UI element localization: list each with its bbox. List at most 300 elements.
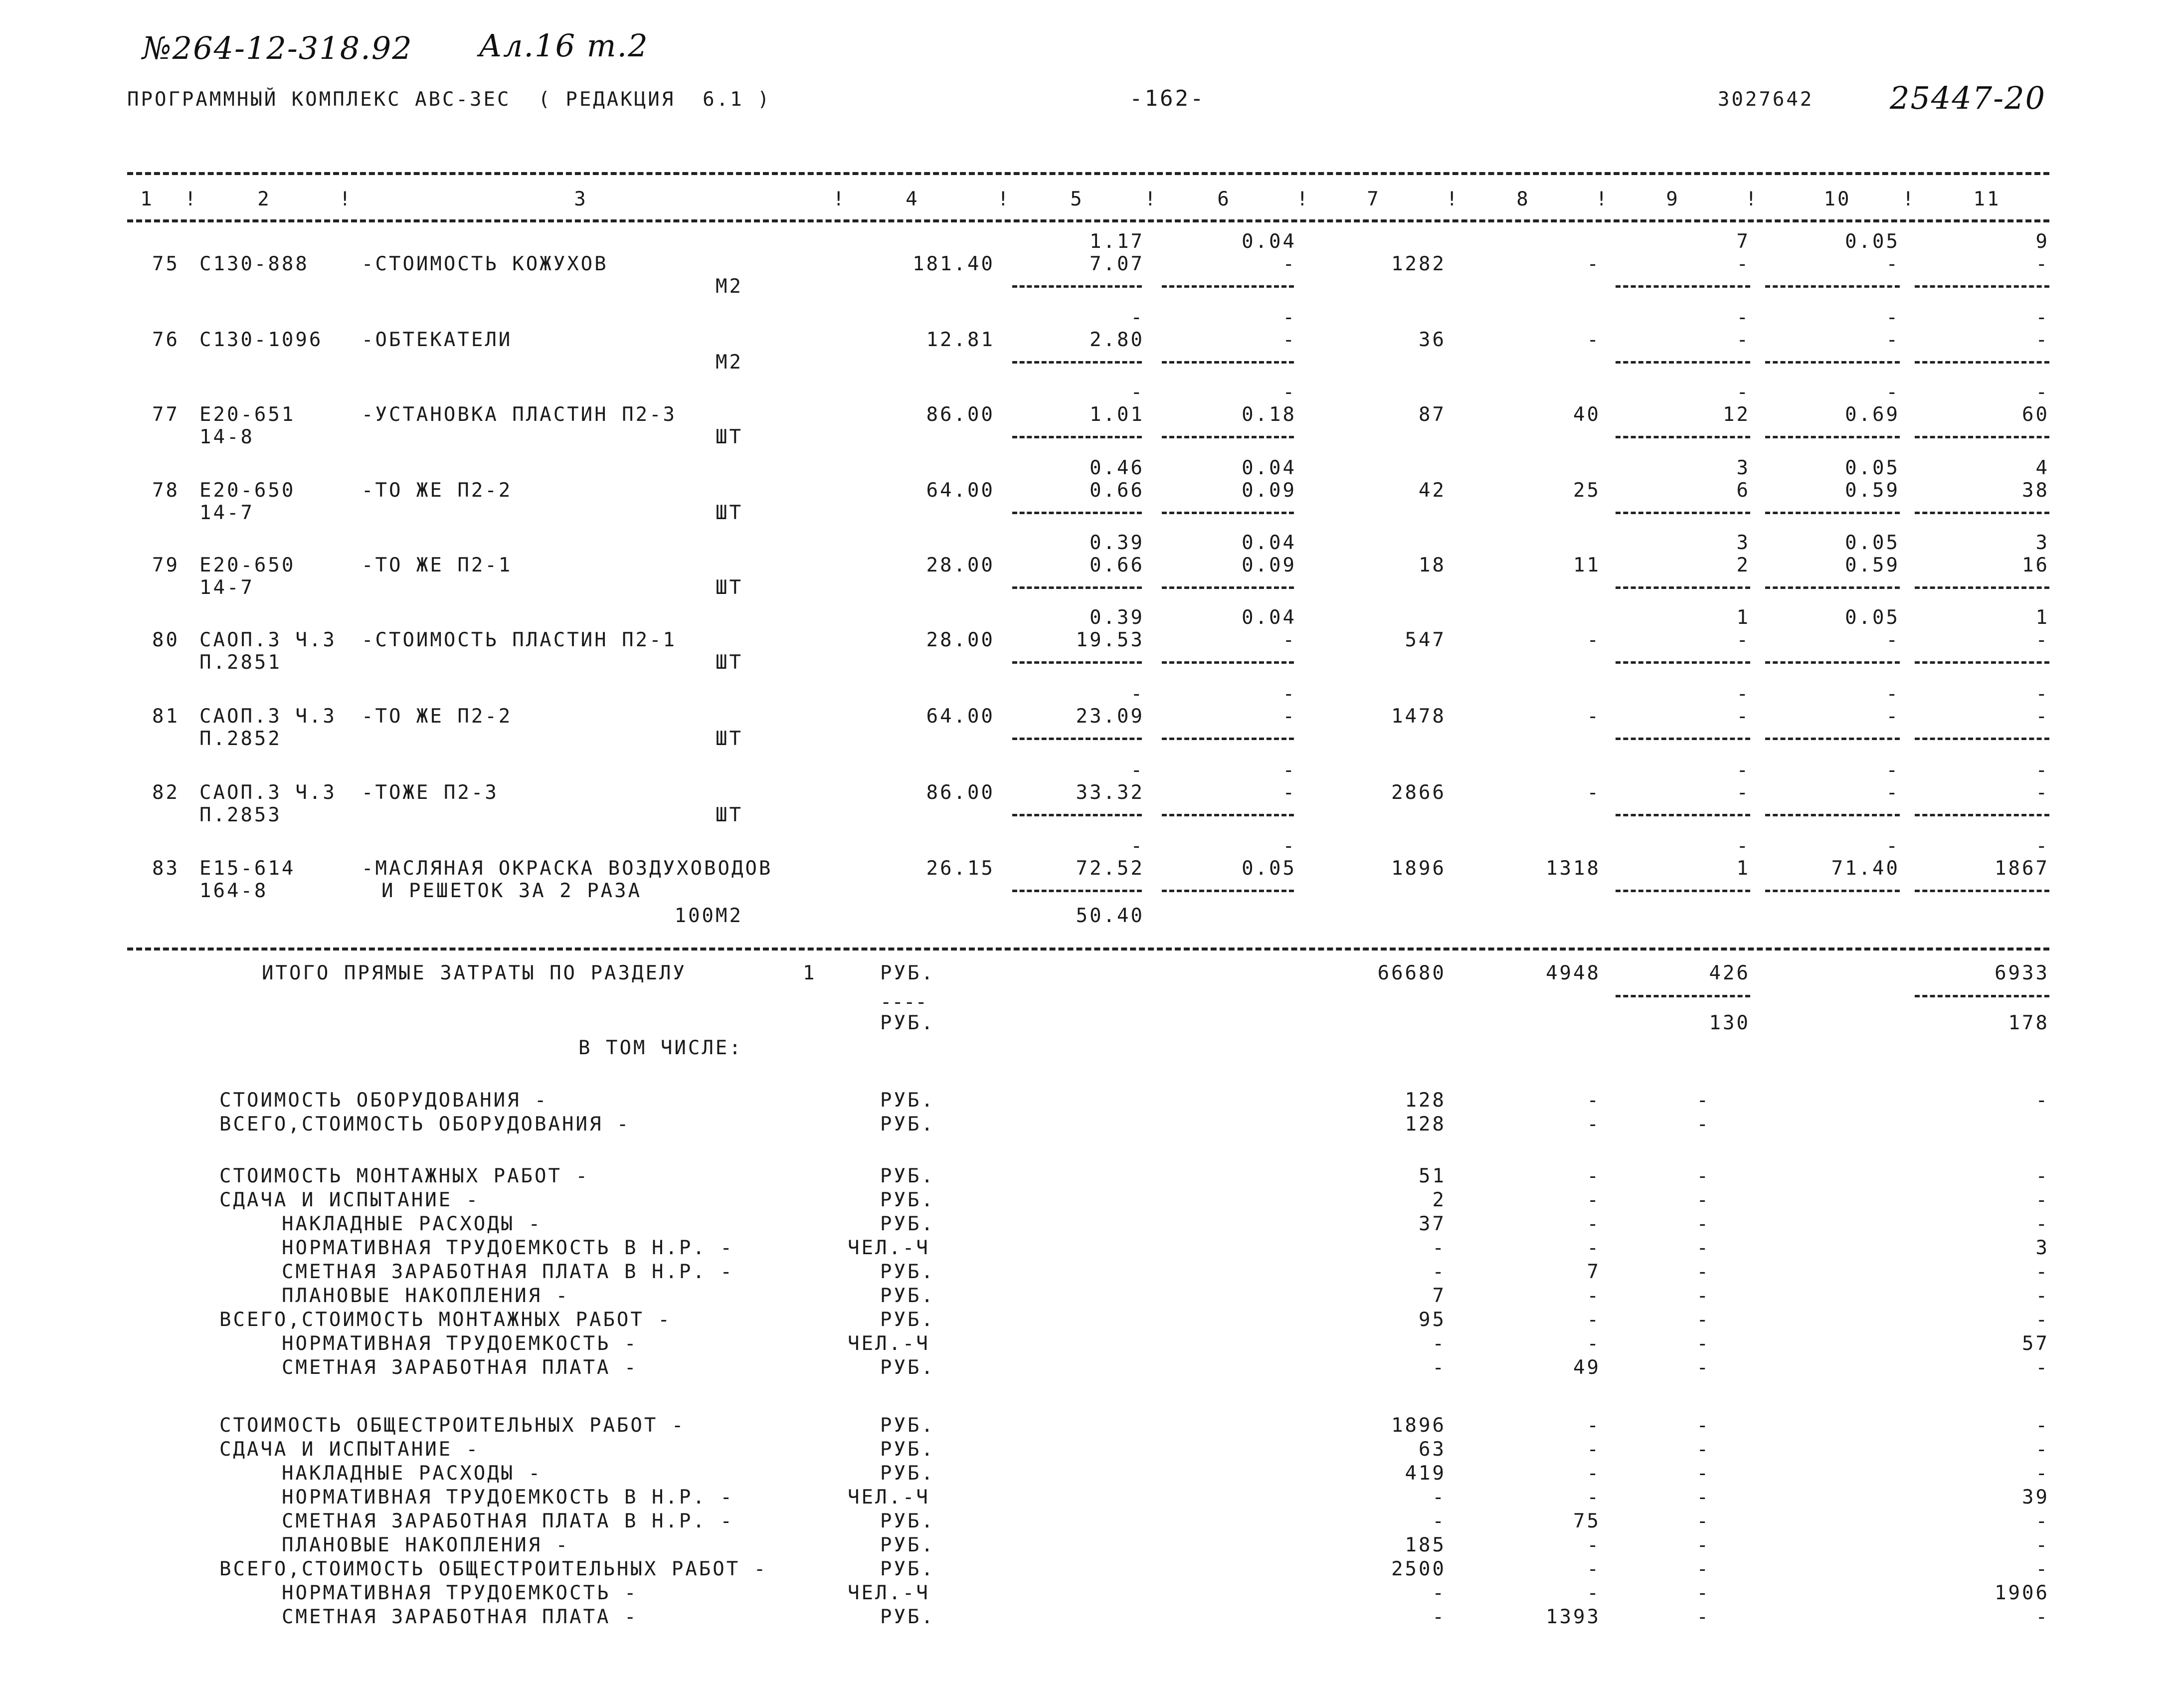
cell-c9-upper: - xyxy=(1736,306,1750,329)
cell-c11: - xyxy=(2035,705,2049,728)
row-code-2: 164-8 xyxy=(199,880,268,902)
cell-c5-upper: 0.39 xyxy=(1090,532,1144,554)
total-c11-rule xyxy=(1915,995,2049,997)
cell-c5-upper: - xyxy=(1130,759,1144,781)
cell-unit-cost: 2.80 xyxy=(1090,329,1144,351)
summary-cost: - xyxy=(1432,1332,1446,1355)
summary-wages: - xyxy=(1587,1414,1601,1437)
summary-unit: РУБ. xyxy=(880,1261,935,1283)
summary-wages: - xyxy=(1587,1165,1601,1187)
handwritten-album-number: Ал.16 т.2 xyxy=(479,27,649,64)
cell-c11: 1867 xyxy=(1995,857,2049,880)
summary-unit: ЧЕЛ.-Ч xyxy=(848,1582,930,1604)
rule-c6 xyxy=(1162,436,1294,438)
cell-total-cost: 36 xyxy=(1419,329,1446,351)
cell-c6-upper: 0.04 xyxy=(1242,230,1296,253)
rule-c11 xyxy=(1915,512,2049,514)
summary-labor: 1906 xyxy=(1995,1582,2049,1604)
summary-wages: - xyxy=(1587,1113,1601,1136)
summary-labor: - xyxy=(2035,1189,2049,1211)
cell-c6-upper: - xyxy=(1282,306,1296,329)
column-header: 3 xyxy=(574,188,588,210)
rule-c10 xyxy=(1765,738,1900,740)
summary-cost: - xyxy=(1432,1261,1446,1283)
summary-wages: 7 xyxy=(1587,1261,1601,1283)
cell-c5-upper: 1.17 xyxy=(1090,230,1144,253)
cell-c9-upper: - xyxy=(1736,759,1750,781)
row-description: -СТОИМОСТЬ КОЖУХОВ xyxy=(362,253,608,275)
summary-machines: - xyxy=(1696,1213,1710,1235)
summary-unit: ЧЕЛ.-Ч xyxy=(848,1237,930,1259)
summary-cost: 1896 xyxy=(1391,1414,1446,1437)
cell-c11-upper: 9 xyxy=(2035,230,2049,253)
rule-c9 xyxy=(1616,361,1750,364)
row-code-2: 14-7 xyxy=(199,576,254,599)
summary-label: СМЕТНАЯ ЗАРАБОТНАЯ ПЛАТА В Н.Р. - xyxy=(282,1510,734,1532)
cell-c10-upper: 0.05 xyxy=(1845,230,1900,253)
rule-c5 xyxy=(1012,586,1142,589)
handwritten-document-number: №264-12-318.92 xyxy=(142,30,413,66)
row-code: Е20-651 xyxy=(199,403,296,426)
cell-wages: - xyxy=(1587,329,1601,351)
summary-wages: - xyxy=(1587,1237,1601,1259)
column-separator: ! xyxy=(1296,188,1310,210)
rule-c10 xyxy=(1765,285,1900,288)
summary-machines: - xyxy=(1696,1582,1710,1604)
summary-unit: РУБ. xyxy=(880,1510,935,1532)
total-labor-machines: 178 xyxy=(2008,1012,2049,1034)
rule-c9 xyxy=(1616,436,1750,438)
cell-total-cost: 2866 xyxy=(1391,781,1446,804)
row-number: 83 xyxy=(152,857,180,880)
summary-wages: - xyxy=(1587,1285,1601,1307)
cell-c10-upper: 0.05 xyxy=(1845,606,1900,629)
rule-c10 xyxy=(1765,586,1900,589)
row-unit: ШТ xyxy=(716,728,743,750)
cell-quantity: 64.00 xyxy=(926,479,995,502)
summary-label: СТОИМОСТЬ ОБОРУДОВАНИЯ - xyxy=(219,1089,548,1112)
rule-c10 xyxy=(1765,890,1900,892)
row-description: -ТО ЖЕ П2-2 xyxy=(362,705,513,728)
summary-unit: ЧЕЛ.-Ч xyxy=(848,1332,930,1355)
column-header: 1 xyxy=(140,188,154,210)
cell-c11-upper: 3 xyxy=(2035,532,2049,554)
rule-c6 xyxy=(1162,586,1294,589)
cell-wages: 40 xyxy=(1573,403,1601,426)
summary-unit: РУБ. xyxy=(880,1414,935,1437)
cell-quantity: 86.00 xyxy=(926,781,995,804)
rule-c10 xyxy=(1765,361,1900,364)
cell-c9-upper: - xyxy=(1736,683,1750,705)
rule-c9 xyxy=(1616,285,1750,288)
summary-label: НОРМАТИВНАЯ ТРУДОЕМКОСТЬ В Н.Р. - xyxy=(282,1486,734,1509)
cell-unit-cost: 1.01 xyxy=(1090,403,1144,426)
cell-c5-upper: - xyxy=(1130,306,1144,329)
summary-machines: - xyxy=(1696,1189,1710,1211)
rule-c6 xyxy=(1162,661,1294,664)
cell-c9: - xyxy=(1736,329,1750,351)
row-unit: ШТ xyxy=(716,502,743,524)
cell-c11: - xyxy=(2035,629,2049,651)
summary-cost: 63 xyxy=(1419,1438,1446,1461)
summary-label: СТОИМОСТЬ ОБЩЕСТРОИТЕЛЬНЫХ РАБОТ - xyxy=(219,1414,686,1437)
summary-wages: - xyxy=(1587,1486,1601,1509)
summary-machines: - xyxy=(1696,1285,1710,1307)
summary-labor: - xyxy=(2035,1438,2049,1461)
summary-wages: - xyxy=(1587,1332,1601,1355)
cell-c5-upper: - xyxy=(1130,683,1144,705)
total-label: ИТОГО ПРЯМЫЕ ЗАТРАТЫ ПО РАЗДЕЛУ xyxy=(262,962,687,984)
summary-wages: - xyxy=(1587,1089,1601,1112)
rule-c5 xyxy=(1012,285,1142,288)
summary-cost: - xyxy=(1432,1510,1446,1532)
column-separator: ! xyxy=(833,188,847,210)
cell-c10: 71.40 xyxy=(1831,857,1900,880)
rule-c11 xyxy=(1915,814,2049,816)
summary-wages: - xyxy=(1587,1582,1601,1604)
summary-wages: 49 xyxy=(1573,1356,1601,1379)
summary-labor: - xyxy=(2035,1285,2049,1307)
row-number: 81 xyxy=(152,705,180,728)
summary-label: СМЕТНАЯ ЗАРАБОТНАЯ ПЛАТА - xyxy=(282,1356,638,1379)
summary-label: НОРМАТИВНАЯ ТРУДОЕМКОСТЬ - xyxy=(282,1332,638,1355)
cell-wages: - xyxy=(1587,253,1601,275)
cell-unit-cost: 7.07 xyxy=(1090,253,1144,275)
rule-c10 xyxy=(1765,661,1900,664)
summary-cost: 95 xyxy=(1419,1309,1446,1331)
column-header: 11 xyxy=(1973,188,2001,210)
cell-c5-upper: 0.39 xyxy=(1090,606,1144,629)
row-code-2: П.2852 xyxy=(199,728,282,750)
summary-label: ВСЕГО,СТОИМОСТЬ МОНТАЖНЫХ РАБОТ - xyxy=(219,1309,672,1331)
row-code: Е20-650 xyxy=(199,554,296,576)
cell-unit-cost: 0.66 xyxy=(1090,554,1144,576)
row-code: С130-888 xyxy=(199,253,309,275)
cell-total-cost: 42 xyxy=(1419,479,1446,502)
summary-labor: - xyxy=(2035,1462,2049,1485)
cell-c6: 0.05 xyxy=(1242,857,1296,880)
row-unit: ШТ xyxy=(716,651,743,674)
row-code: САОП.3 Ч.3 xyxy=(199,629,337,651)
row-description: -ТО ЖЕ П2-2 xyxy=(362,479,513,502)
total-rule xyxy=(127,948,2049,950)
summary-wages: - xyxy=(1587,1534,1601,1556)
cell-quantity: 28.00 xyxy=(926,629,995,651)
cell-c6: 0.09 xyxy=(1242,479,1296,502)
summary-wages: - xyxy=(1587,1462,1601,1485)
row-number: 77 xyxy=(152,403,180,426)
cell-c6: 0.09 xyxy=(1242,554,1296,576)
cell-c11-upper: - xyxy=(2035,381,2049,403)
rule-c9 xyxy=(1616,814,1750,816)
total-machines-wages: 130 xyxy=(1709,1012,1750,1034)
summary-label: СДАЧА И ИСПЫТАНИЕ - xyxy=(219,1189,480,1211)
summary-label: СДАЧА И ИСПЫТАНИЕ - xyxy=(219,1438,480,1461)
summary-label: НОРМАТИВНАЯ ТРУДОЕМКОСТЬ В Н.Р. - xyxy=(282,1237,734,1259)
summary-label: НОРМАТИВНАЯ ТРУДОЕМКОСТЬ - xyxy=(282,1582,638,1604)
summary-cost: 185 xyxy=(1405,1534,1446,1556)
summary-unit: РУБ. xyxy=(880,1213,935,1235)
column-header: 5 xyxy=(1070,188,1084,210)
row-description: -ТО ЖЕ П2-1 xyxy=(362,554,513,576)
cell-total-cost: 1282 xyxy=(1391,253,1446,275)
row-unit: 100М2 xyxy=(674,905,743,927)
summary-label: ПЛАНОВЫЕ НАКОПЛЕНИЯ - xyxy=(282,1534,570,1556)
table-top-rule xyxy=(127,172,2049,175)
column-header: 7 xyxy=(1367,188,1381,210)
cell-wages: - xyxy=(1587,781,1601,804)
cell-quantity: 86.00 xyxy=(926,403,995,426)
cell-c11: - xyxy=(2035,781,2049,804)
cell-total-cost: 547 xyxy=(1405,629,1446,651)
summary-wages: 1393 xyxy=(1546,1606,1601,1628)
rule-c9 xyxy=(1616,586,1750,589)
summary-machines: - xyxy=(1696,1510,1710,1532)
summary-unit: РУБ. xyxy=(880,1089,935,1112)
cell-total-cost: 18 xyxy=(1419,554,1446,576)
summary-label: СТОИМОСТЬ МОНТАЖНЫХ РАБОТ - xyxy=(219,1165,589,1187)
summary-labor: - xyxy=(2035,1510,2049,1532)
row-code: САОП.3 Ч.3 xyxy=(199,781,337,804)
rule-c10 xyxy=(1765,436,1900,438)
document-code: 3027642 xyxy=(1718,88,1814,111)
summary-machines: - xyxy=(1696,1356,1710,1379)
row-code-2: 14-8 xyxy=(199,426,254,448)
rule-c5 xyxy=(1012,361,1142,364)
cell-c9-upper: 7 xyxy=(1736,230,1750,253)
summary-machines: - xyxy=(1696,1089,1710,1112)
rule-c5 xyxy=(1012,436,1142,438)
summary-unit: РУБ. xyxy=(880,1113,935,1136)
rule-c11 xyxy=(1915,890,2049,892)
summary-labor: 3 xyxy=(2035,1237,2049,1259)
cell-c9: 12 xyxy=(1723,403,1750,426)
cell-c5-upper: - xyxy=(1130,835,1144,857)
cell-total-cost: 1896 xyxy=(1391,857,1446,880)
rule-c9 xyxy=(1616,890,1750,892)
rule-c11 xyxy=(1915,285,2049,288)
cell-c11-upper: - xyxy=(2035,306,2049,329)
summary-label: НАКЛАДНЫЕ РАСХОДЫ - xyxy=(282,1213,543,1235)
cell-quantity: 181.40 xyxy=(912,253,995,275)
summary-cost: - xyxy=(1432,1356,1446,1379)
total-section: 1 xyxy=(803,962,817,984)
cell-c11-upper: - xyxy=(2035,683,2049,705)
summary-unit: ЧЕЛ.-Ч xyxy=(848,1486,930,1509)
handwritten-code: 25447-20 xyxy=(1890,80,2046,116)
cell-quantity: 28.00 xyxy=(926,554,995,576)
rule-c11 xyxy=(1915,436,2049,438)
row-description: -УСТАНОВКА ПЛАСТИН П2-3 xyxy=(362,403,677,426)
cell-c10-upper: - xyxy=(1886,683,1900,705)
total-cost: 66680 xyxy=(1377,962,1446,984)
cell-c10-upper: - xyxy=(1886,306,1900,329)
summary-labor: - xyxy=(2035,1558,2049,1580)
rule-c9 xyxy=(1616,738,1750,740)
cell-quantity: 64.00 xyxy=(926,705,995,728)
summary-label: СМЕТНАЯ ЗАРАБОТНАЯ ПЛАТА - xyxy=(282,1606,638,1628)
column-header: 4 xyxy=(906,188,919,210)
summary-machines: - xyxy=(1696,1332,1710,1355)
summary-machines: - xyxy=(1696,1486,1710,1509)
summary-labor: - xyxy=(2035,1356,2049,1379)
summary-machines: - xyxy=(1696,1414,1710,1437)
summary-labor: - xyxy=(2035,1414,2049,1437)
rule-c10 xyxy=(1765,814,1900,816)
summary-cost: 37 xyxy=(1419,1213,1446,1235)
row-unit: ШТ xyxy=(716,804,743,826)
rule-c5 xyxy=(1012,661,1142,664)
column-header: 6 xyxy=(1217,188,1231,210)
rule-c10 xyxy=(1765,512,1900,514)
rule-c9 xyxy=(1616,512,1750,514)
including-title: В ТОМ ЧИСЛЕ: xyxy=(578,1037,743,1059)
summary-labor: - xyxy=(2035,1534,2049,1556)
cell-c6-upper: 0.04 xyxy=(1242,606,1296,629)
summary-machines: - xyxy=(1696,1462,1710,1485)
cell-unit-cost: 23.09 xyxy=(1076,705,1144,728)
cell-c9-upper: - xyxy=(1736,835,1750,857)
summary-labor: - xyxy=(2035,1165,2049,1187)
summary-machines: - xyxy=(1696,1309,1710,1331)
summary-label: ПЛАНОВЫЕ НАКОПЛЕНИЯ - xyxy=(282,1285,570,1307)
column-separator: ! xyxy=(1144,188,1158,210)
cell-c10: - xyxy=(1886,629,1900,651)
summary-wages: - xyxy=(1587,1438,1601,1461)
cell-c6-upper: - xyxy=(1282,835,1296,857)
summary-cost: 51 xyxy=(1419,1165,1446,1187)
rule-c5 xyxy=(1012,814,1142,816)
cell-c10-upper: - xyxy=(1886,381,1900,403)
summary-cost: - xyxy=(1432,1486,1446,1509)
rule-c11 xyxy=(1915,586,2049,589)
cell-c9: - xyxy=(1736,629,1750,651)
row-number: 80 xyxy=(152,629,180,651)
rule-c6 xyxy=(1162,814,1294,816)
total-machines: 426 xyxy=(1709,962,1750,984)
summary-cost: 128 xyxy=(1405,1089,1446,1112)
summary-cost: 128 xyxy=(1405,1113,1446,1136)
cell-c10: - xyxy=(1886,781,1900,804)
summary-labor: - xyxy=(2035,1213,2049,1235)
row-unit: ШТ xyxy=(716,576,743,599)
row-number: 75 xyxy=(152,253,180,275)
summary-label: ВСЕГО,СТОИМОСТЬ ОБЩЕСТРОИТЕЛЬНЫХ РАБОТ - xyxy=(219,1558,768,1580)
column-header: 8 xyxy=(1516,188,1530,210)
cell-quantity: 26.15 xyxy=(926,857,995,880)
cell-wages: - xyxy=(1587,629,1601,651)
cell-c9: 1 xyxy=(1736,857,1750,880)
total-unit-2: РУБ. xyxy=(880,1012,935,1034)
cell-c11-upper: 1 xyxy=(2035,606,2049,629)
row-description: -СТОИМОСТЬ ПЛАСТИН П2-1 xyxy=(362,629,677,651)
cell-c9-upper: 3 xyxy=(1736,457,1750,479)
cell-c6: - xyxy=(1282,253,1296,275)
summary-label: ВСЕГО,СТОИМОСТЬ ОБОРУДОВАНИЯ - xyxy=(219,1113,631,1136)
total-labor: 6933 xyxy=(1995,962,2049,984)
row-description: -МАСЛЯНАЯ ОКРАСКА ВОЗДУХОВОДОВ xyxy=(362,857,773,880)
summary-cost: - xyxy=(1432,1237,1446,1259)
page-number: -162- xyxy=(1129,86,1206,111)
summary-labor: - xyxy=(2035,1089,2049,1112)
cell-c10-upper: - xyxy=(1886,759,1900,781)
cell-c10: - xyxy=(1886,329,1900,351)
total-unit-rule: ---- xyxy=(880,991,927,1013)
cell-c9: 2 xyxy=(1736,554,1750,576)
row-code-2: П.2851 xyxy=(199,651,282,674)
column-header: 2 xyxy=(257,188,271,210)
total-unit: РУБ. xyxy=(880,962,935,984)
row-number: 78 xyxy=(152,479,180,502)
summary-machines: - xyxy=(1696,1534,1710,1556)
cell-c9-upper: 1 xyxy=(1736,606,1750,629)
summary-machines: - xyxy=(1696,1261,1710,1283)
cell-wages: 11 xyxy=(1573,554,1601,576)
summary-unit: РУБ. xyxy=(880,1285,935,1307)
rule-c5 xyxy=(1012,512,1142,514)
summary-machines: - xyxy=(1696,1113,1710,1136)
cell-c5-upper: 0.46 xyxy=(1090,457,1144,479)
cell-c6-upper: - xyxy=(1282,381,1296,403)
summary-unit: РУБ. xyxy=(880,1438,935,1461)
summary-labor: 39 xyxy=(2022,1486,2049,1509)
cell-c11-upper: - xyxy=(2035,835,2049,857)
cell-c9-upper: 3 xyxy=(1736,532,1750,554)
summary-unit: РУБ. xyxy=(880,1309,935,1331)
summary-unit: РУБ. xyxy=(880,1534,935,1556)
summary-unit: РУБ. xyxy=(880,1558,935,1580)
column-separator: ! xyxy=(1446,188,1460,210)
total-wages: 4948 xyxy=(1546,962,1601,984)
summary-wages: - xyxy=(1587,1189,1601,1211)
rule-c11 xyxy=(1915,738,2049,740)
cell-c9-upper: - xyxy=(1736,381,1750,403)
cell-c9: - xyxy=(1736,705,1750,728)
summary-unit: РУБ. xyxy=(880,1165,935,1187)
summary-wages: - xyxy=(1587,1213,1601,1235)
row-number: 76 xyxy=(152,329,180,351)
rule-c5 xyxy=(1012,890,1142,892)
column-separator: ! xyxy=(184,188,198,210)
cell-total-cost: 87 xyxy=(1419,403,1446,426)
cell-c9: - xyxy=(1736,253,1750,275)
row-code-2: П.2853 xyxy=(199,804,282,826)
row-description-2: И РЕШЕТОК ЗА 2 РАЗА xyxy=(381,880,642,902)
summary-cost: 2 xyxy=(1432,1189,1446,1211)
cell-c10: 0.59 xyxy=(1845,554,1900,576)
summary-wages: 75 xyxy=(1573,1510,1601,1532)
summary-unit: РУБ. xyxy=(880,1462,935,1485)
cell-c10: - xyxy=(1886,253,1900,275)
column-separator: ! xyxy=(1596,188,1610,210)
row-unit: ШТ xyxy=(716,426,743,448)
row-description: -ТОЖЕ П2-3 xyxy=(362,781,499,804)
cell-c6: 0.18 xyxy=(1242,403,1296,426)
summary-machines: - xyxy=(1696,1165,1710,1187)
cell-wages: 1318 xyxy=(1546,857,1601,880)
cell-c10-upper: 0.05 xyxy=(1845,457,1900,479)
cell-c6-upper: 0.04 xyxy=(1242,532,1296,554)
column-separator: ! xyxy=(339,188,353,210)
column-header: 10 xyxy=(1823,188,1851,210)
summary-machines: - xyxy=(1696,1438,1710,1461)
cell-c6: - xyxy=(1282,629,1296,651)
cell-total-cost: 1478 xyxy=(1391,705,1446,728)
rule-c6 xyxy=(1162,738,1294,740)
cell-c5-upper: - xyxy=(1130,381,1144,403)
summary-machines: - xyxy=(1696,1558,1710,1580)
row-code-2: 14-7 xyxy=(199,502,254,524)
